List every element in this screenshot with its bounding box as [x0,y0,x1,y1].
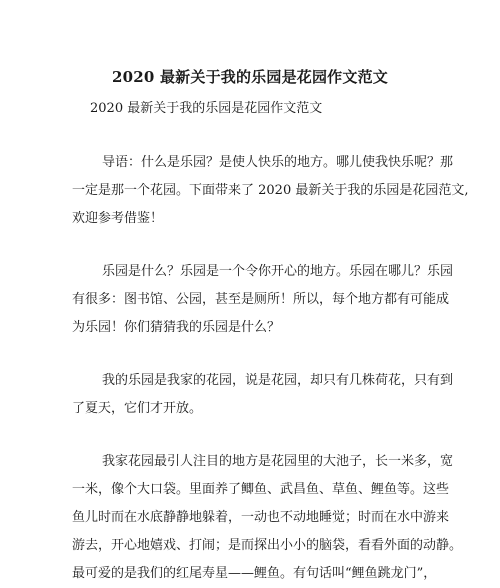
paragraph-line: 游去，开心地嬉戏、打闹；是而探出小小的脑袋，看看外面的动静。 [72,538,463,553]
paragraph-line: 有很多：图书馆、公园，甚至是厕所！所以，每个地方都有可能成 [72,292,450,307]
paragraph-line: 一定是那一个花园。下面带来了 2020 最新关于我的乐园是花园范文, [72,183,469,198]
document-subtitle: 2020 最新关于我的乐园是花园作文范文 [90,101,323,116]
paragraph-line: 我家花园最引人注目的地方是花园里的大池子，长一米多，宽 [102,454,454,469]
paragraph-line: 了夏天，它们才开放。 [72,401,203,416]
paragraph-what-is-paradise [72,258,454,342]
paragraph-line: 为乐园！你们猜猜我的乐园是什么？ [72,320,281,335]
paragraph-pond [72,448,463,588]
paragraph-line: 导语：什么是乐园？是使人快乐的地方。哪儿使我快乐呢？那 [102,155,454,170]
paragraph-intro [72,149,469,233]
paragraph-line: 一米，像个大口袋。里面养了鲫鱼、武昌鱼、草鱼、鲤鱼等。这些 [72,482,450,497]
paragraph-line: 最可爱的是我们的红尾寿星——鲤鱼。有句话叫“鲤鱼跳龙门”， [72,566,437,581]
paragraph-line: 我的乐园是我家的花园，说是花园，却只有几株荷花，只有到 [102,373,454,388]
paragraph-line: 鱼儿时而在水底静静地躲着，一动也不动地睡觉；时而在水中游来 [72,510,450,525]
document-title: 2020 最新关于我的乐园是花园作文范文 [112,68,388,86]
paragraph-line: 乐园是什么？乐园是一个令你开心的地方。乐园在哪儿？乐园 [102,264,454,279]
paragraph-line: 欢迎参考借鉴！ [72,211,164,226]
paragraph-my-garden [72,367,454,423]
